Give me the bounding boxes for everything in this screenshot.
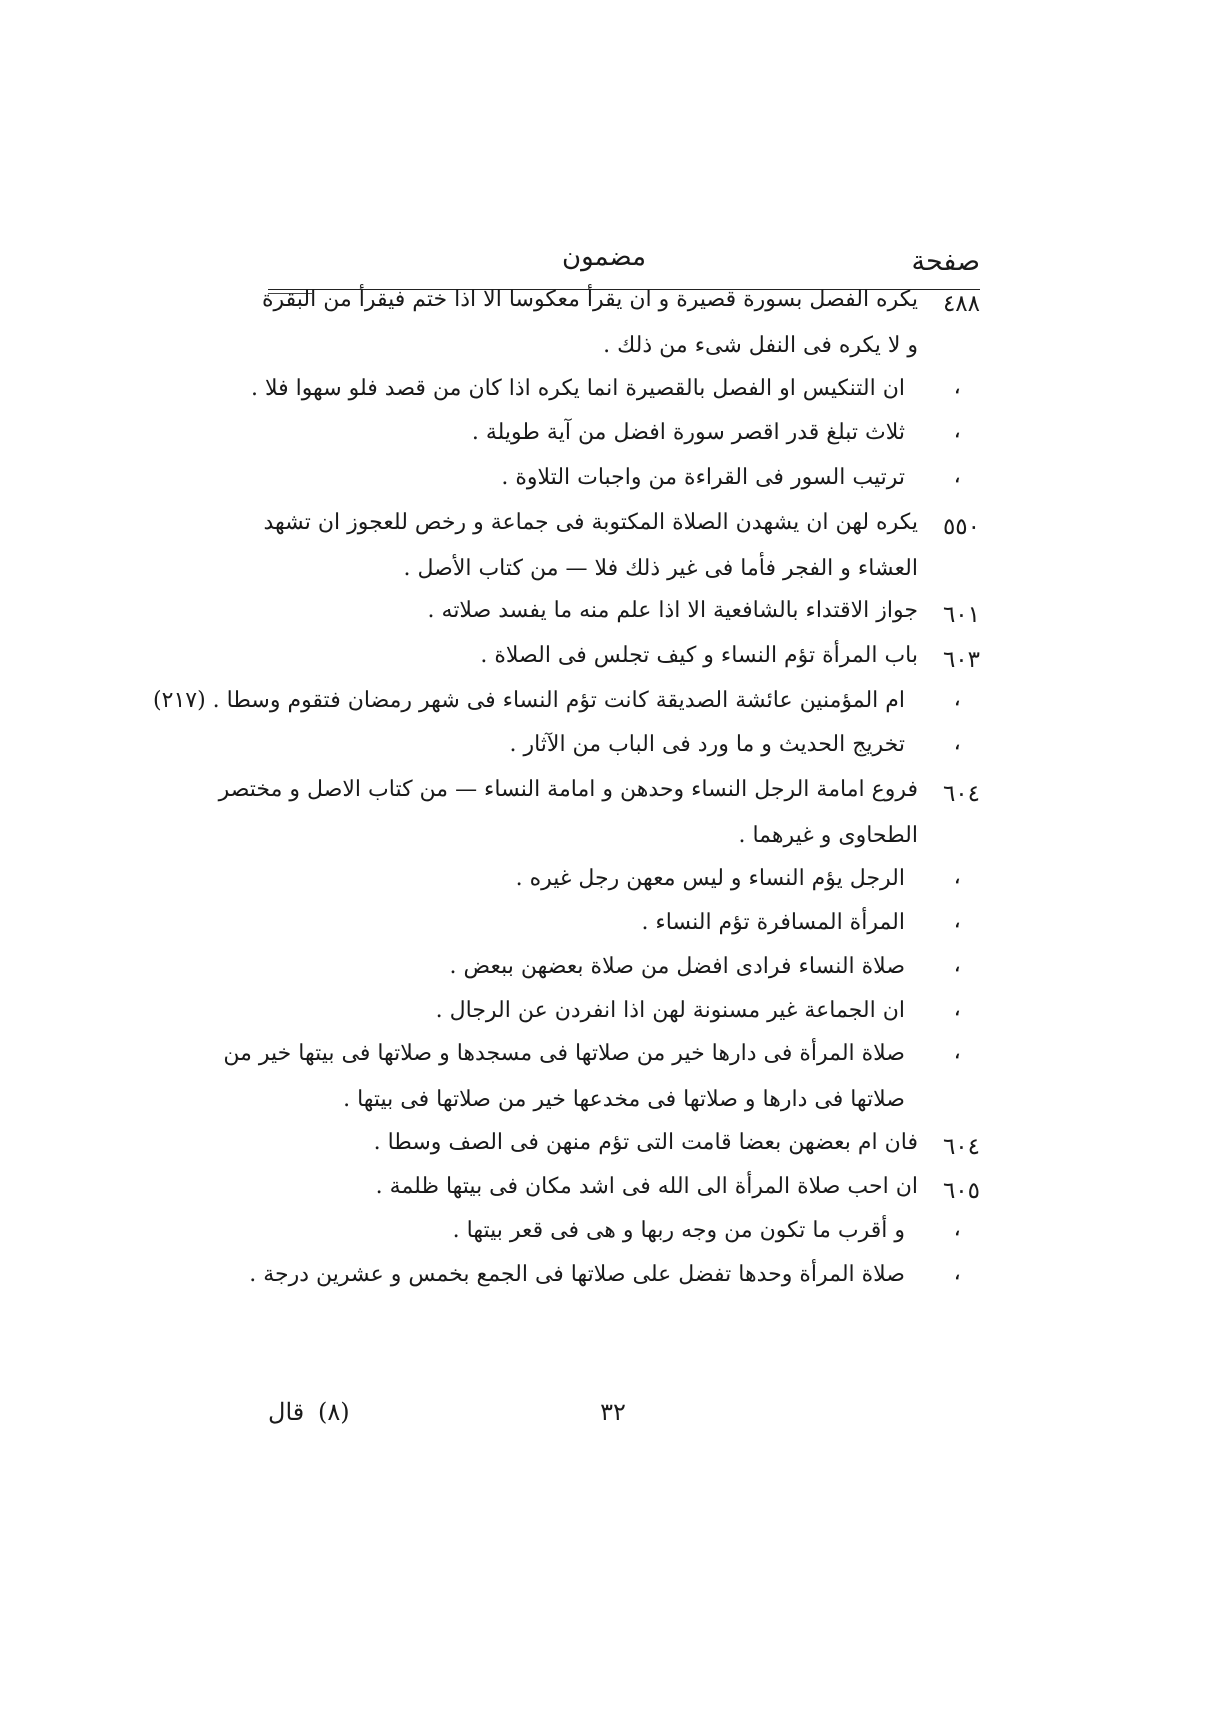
page-reference: ٦٠٥ — [942, 1178, 980, 1204]
page-reference: ٥٥٠ — [942, 514, 980, 540]
list-item — [268, 455, 980, 501]
entry-text-line: تخريج الحديث و ما ورد فى الباب من الآثار . — [509, 732, 905, 757]
page-column-heading: صفحة — [911, 246, 980, 277]
entry-text-line: ترتيب السور فى القراءة من واجبات التلاوة . — [501, 465, 905, 490]
page-number: ٣٢ — [600, 1398, 626, 1426]
list-item — [261, 277, 980, 369]
list-item — [268, 410, 980, 456]
sub-item-marker: ، — [954, 734, 960, 754]
catchword: قال — [268, 1398, 305, 1426]
sub-item-marker: ، — [954, 1043, 960, 1063]
sub-item-marker: ، — [954, 690, 960, 710]
sub-item-marker: ، — [954, 1000, 960, 1020]
list-item — [268, 588, 980, 634]
list-item — [250, 366, 980, 412]
entry-text-line: صلاة النساء فرادى افضل من صلاة بعضهن ببعض . — [449, 954, 905, 979]
sub-item-marker: ، — [954, 868, 960, 888]
page-reference: ٦٠١ — [942, 602, 980, 628]
list-item — [263, 500, 980, 592]
list-item — [268, 722, 980, 768]
signature-mark: (٨) — [318, 1398, 350, 1426]
page-footer — [268, 1398, 980, 1438]
entry-text-line: ثلاث تبلغ قدر اقصر سورة افضل من آية طويلة . — [471, 420, 905, 445]
sub-item-marker: ، — [954, 378, 960, 398]
sub-item-marker: ، — [954, 1220, 960, 1240]
list-item — [268, 1208, 980, 1254]
entry-text-line: باب المرأة تؤم النساء و كيف تجلس فى الصلاة . — [480, 643, 918, 668]
entry-text-line: المرأة المسافرة تؤم النساء . — [641, 910, 905, 935]
entry-text-line: يكره الفصل بسورة قصيرة و ان يقرأ معكوسا الا اذا ختم فيقرأ من البقرة — [261, 287, 918, 312]
sub-item-marker: ، — [954, 1264, 960, 1284]
page-reference: ٦٠٤ — [942, 781, 980, 807]
entry-text-line: صلاة المرأة وحدها تفضل على صلاتها فى الجمع بخمس و عشرين درجة . — [249, 1262, 905, 1287]
sub-item-marker: ، — [954, 467, 960, 487]
list-item — [249, 1252, 980, 1298]
entry-text-line: فروع امامة الرجل النساء وحدهن و امامة النساء — من كتاب الاصل و مختصر — [218, 777, 918, 802]
entry-text-line: فان ام بعضهن بعضا قامت التى تؤم منهن فى الصف وسطا . — [373, 1130, 918, 1155]
page-reference: ٤٨٨ — [942, 291, 980, 317]
entry-text-line: ان احب صلاة المرأة الى الله فى اشد مكان فى بيتها ظلمة . — [375, 1174, 918, 1199]
entry-text-line: العشاء و الفجر فأما فى غير ذلك فلا — من كتاب الأصل . — [403, 556, 918, 581]
entry-text-line: الرجل يؤم النساء و ليس معهن رجل غيره . — [515, 866, 905, 891]
list-item — [268, 856, 980, 902]
list-item — [268, 900, 980, 946]
entry-text-line: ام المؤمنين عائشة الصديقة كانت تؤم النساء فى شهر رمضان فتقوم وسطا . (٢١٧) — [153, 688, 905, 713]
list-item — [223, 1031, 980, 1123]
subject-column-heading: مضمون — [561, 242, 647, 272]
entry-text-line: و لا يكره فى النفل شىء من ذلك . — [603, 333, 918, 358]
entry-text-line: جواز الاقتداء بالشافعية الا اذا علم منه ما يفسد صلاته . — [427, 598, 918, 623]
entry-text-line: صلاتها فى دارها و صلاتها فى مخدعها خير من صلاتها فى بيتها . — [343, 1087, 905, 1112]
page-reference: ٦٠٣ — [942, 647, 980, 673]
list-item — [268, 944, 980, 990]
sub-item-marker: ، — [954, 912, 960, 932]
entry-text-line: ان التنكيس او الفصل بالقصيرة انما يكره اذا كان من قصد فلو سهوا فلا . — [250, 376, 905, 401]
list-item — [218, 767, 980, 859]
list-item — [268, 1120, 980, 1166]
entry-text-line: صلاة المرأة فى دارها خير من صلاتها فى مسجدها و صلاتها فى بيتها خير من — [223, 1041, 905, 1066]
list-item — [268, 988, 980, 1034]
entry-text-line: الطحاوى و غيرهما . — [738, 823, 918, 848]
sub-item-marker: ، — [954, 422, 960, 442]
entry-text-line: يكره لهن ان يشهدن الصلاة المكتوبة فى جماعة و رخص للعجوز ان تشهد — [263, 510, 918, 535]
list-item — [268, 633, 980, 679]
list-item — [153, 678, 980, 724]
entry-text-line: و أقرب ما تكون من وجه ربها و هى فى قعر بيتها . — [452, 1218, 905, 1243]
page-reference: ٦٠٤ — [942, 1134, 980, 1160]
sub-item-marker: ، — [954, 956, 960, 976]
entry-text-line: ان الجماعة غير مسنونة لهن اذا انفردن عن الرجال . — [435, 998, 905, 1023]
list-item — [268, 1164, 980, 1210]
